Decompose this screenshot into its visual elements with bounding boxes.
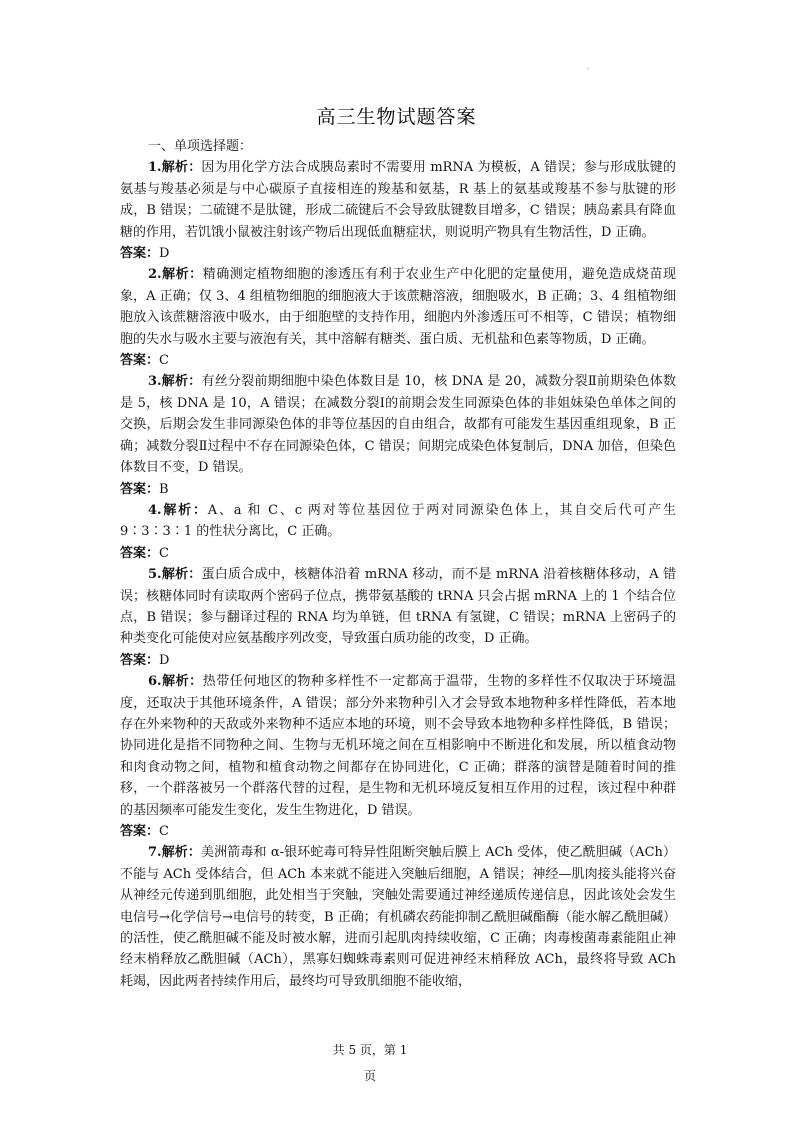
answer-line <box>120 543 676 564</box>
answer-label: 答案： <box>120 481 160 497</box>
answer-label: 答案： <box>120 824 160 839</box>
page-count: 共 5 页，第 1 <box>332 1043 408 1057</box>
analysis-text: 因为用化学方法合成胰岛素时不需要用 mRNA 为模板，A 错误；参与形成肽键的氨基与羧基必须是与中心碳原子直接相连的羧基和氨基，R 基上的氨基或羧基不参与肽键的形成，B 错误；二硫键不是肽键，形成二硫键后不会导致肽键数目增多，C 错误；胰岛素具有降血糖的作用，若饥饿小鼠被注射该产物后出现低血糖症状，则说明产物具有生物活性，D 正确。 <box>120 160 676 240</box>
question-4 <box>120 500 676 564</box>
analysis-paragraph <box>120 371 676 478</box>
answer-value: C <box>159 824 169 839</box>
question-5 <box>120 564 676 671</box>
analysis-paragraph <box>120 500 676 543</box>
analysis-label: 1.解析： <box>148 160 202 176</box>
question-2 <box>120 264 676 371</box>
analysis-paragraph <box>120 842 676 992</box>
analysis-paragraph <box>120 671 676 821</box>
page-count-suffix: 页 <box>363 1069 376 1083</box>
analysis-label: 5.解析： <box>148 567 202 583</box>
analysis-label: 3.解析： <box>148 374 202 390</box>
analysis-text: 蛋白质合成中，核糖体沿着 mRNA 移动，而不是 mRNA 沿着核糖体移动，A 错误；核糖体同时有读取两个密码子位点，携带氨基酸的 tRNA 只会占据 mRNA 上的 1 个结合位点，B 错误；参与翻译过程的 RNA 均为单链，但 tRNA 有氢键，C 错误；mRNA 上密码子的种类变化可能使对应氨基酸序列改变，导致蛋白质功能的改变，D 正确。 <box>120 567 676 647</box>
answer-content <box>120 136 676 992</box>
question-3 <box>120 371 676 499</box>
answer-label: 答案： <box>120 246 160 262</box>
answer-value: D <box>159 652 170 668</box>
answer-value: D <box>159 246 170 262</box>
analysis-label: 7.解析： <box>148 845 202 861</box>
analysis-label: 2.解析： <box>148 267 203 283</box>
answer-value: B <box>159 481 169 497</box>
analysis-text: 美洲箭毒和 α-银环蛇毒可特异性阻断突触后膜上 ACh 受体，使乙酰胆碱（ACh）不能与 ACh 受体结合，但 ACh 本来就不能进入突触后细胞，A 错误；神经—肌肉接头能将兴奋从神经元传递到肌细胞，此处相当于突触，突触处需要通过神经递质传递信息，因此该处会发生电信号→化学信号→电信号的转变，B 正确；有机磷农药能抑制乙酰胆碱酯酶（能水解乙酰胆碱）的活性，使乙酰胆碱不能及时被水解，进而引起肌肉持续收缩，C 正确；肉毒梭菌毒素能阻止神经末梢释放乙酰胆碱（ACh），黑寡妇蜘蛛毒素则可促进神经末梢释放 ACh，最终将导致 ACh 耗竭，因此两者持续作用后，最终均可导致肌细胞不能收缩， <box>120 845 677 989</box>
analysis-label: 4.解析： <box>148 502 208 518</box>
analysis-text: 热带任何地区的物种多样性不一定都高于温带，生物的多样性不仅取决于环境温度，还取决于其他环境条件，A 错误；部分外来物种引入才会导致本地物种多样性降低，若本地存在外来物种的天敌或外来物种不适应本地的环境，则不会导致本地物种多样性降低，B 错误；协同进化是指不同物种之间、生物与无机环境之间在互相影响中不断进化和发展，所以植食动物和肉食动物之间，植物和植食动物之间都存在协同进化，C 正确；群落的演替是随着时间的推移，一个群落被另一个群落代替的过程，是生物和无机环境反复相互作用的过程，该过程中种群的基因频率可能发生变化，发生生物进化，D 错误。 <box>120 674 676 818</box>
page-footer <box>300 1037 440 1089</box>
question-6 <box>120 671 676 842</box>
answer-value: C <box>159 353 169 369</box>
page-title: 高三生物试题答案 <box>316 106 477 128</box>
answer-label: 答案： <box>120 545 160 561</box>
answer-line <box>120 650 676 671</box>
question-1 <box>120 157 676 264</box>
analysis-paragraph <box>120 157 676 243</box>
section-heading: 一、单项选择题： <box>148 139 253 154</box>
answer-value: C <box>159 545 169 561</box>
answer-line <box>120 350 676 371</box>
answer-line <box>120 479 676 500</box>
answer-line <box>120 243 676 264</box>
analysis-text: A、a 和 C、c 两对等位基因位于两对同源染色体上，其自交后代可产生 9∶3∶3∶1 的性状分离比，C 正确。 <box>120 502 677 540</box>
answer-line <box>120 821 676 842</box>
analysis-label: 6.解析： <box>148 674 203 690</box>
answer-label: 答案： <box>120 353 160 369</box>
analysis-text: 有丝分裂前期细胞中染色体数目是 10，核 DNA 是 20，减数分裂Ⅱ前期染色体数是 5，核 DNA 是 10，A 错误；在减数分裂Ⅰ的前期会发生同源染色体的非姐妹染色单体之间的交换，后期会发生非同源染色体的非等位基因的自由组合，故都有可能发生基因重组现象，B 正确；减数分裂Ⅱ过程中不存在同源染色体，C 错误；间期完成染色体复制后，DNA 加倍，但染色体数目不变，D 错误。 <box>120 374 677 476</box>
question-7 <box>120 842 676 992</box>
analysis-text: 精确测定植物细胞的渗透压有利于农业生产中化肥的定量使用，避免造成烧苗现象，A 正确；仅 3、4 组植物细胞的细胞液大于该蔗糖溶液，细胞吸水，B 正确；3、4 组植物细胞放入该蔗糖溶液中吸水，由于细胞壁的支持作用，细胞内外渗透压可不相等，C 错误；植物细胞的失水与吸水主要与液泡有关，其中溶解有糖类、蛋白质、无机盐和色素等物质，D 正确。 <box>120 267 676 347</box>
analysis-paragraph <box>120 564 676 650</box>
answer-label: 答案： <box>120 652 160 668</box>
corner-mark: . <box>587 62 590 71</box>
analysis-paragraph <box>120 264 676 350</box>
